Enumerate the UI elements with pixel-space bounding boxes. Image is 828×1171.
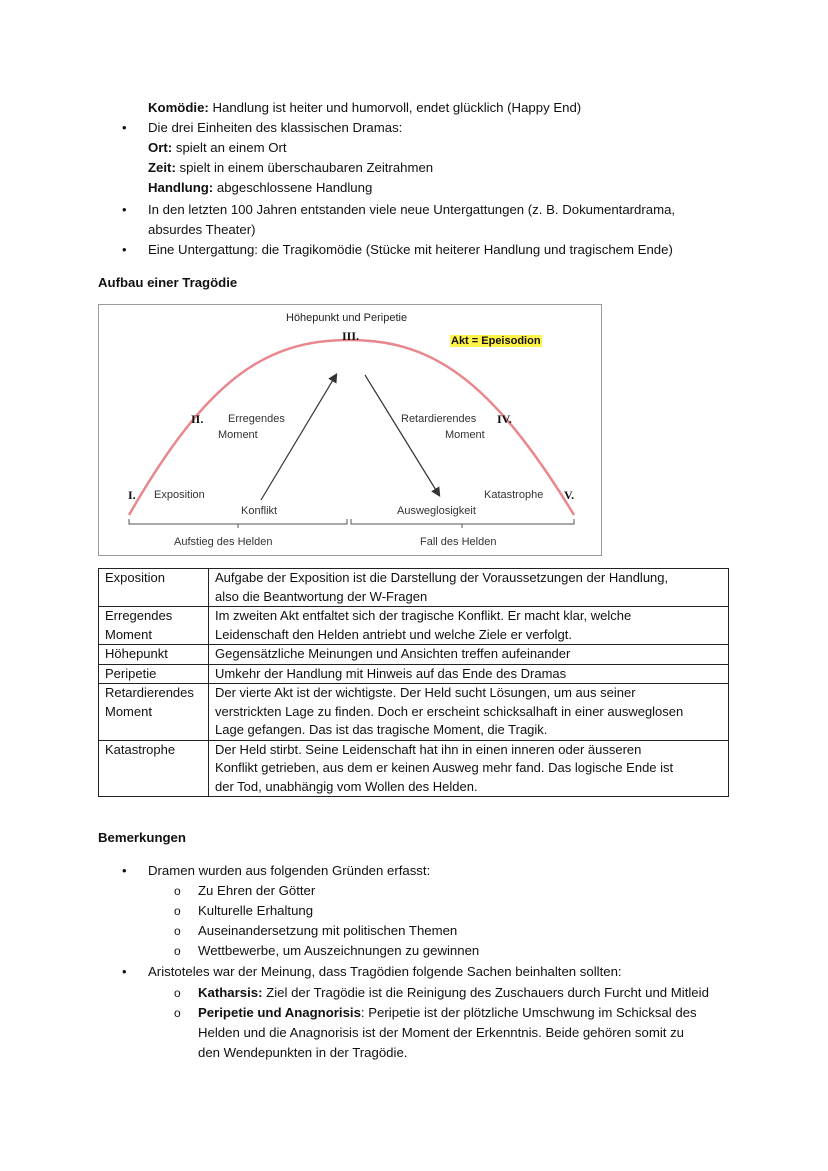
aufstieg-brace [129, 519, 347, 528]
katharsis-label: Katharsis: [198, 985, 263, 1000]
akt-highlight: Akt = Epeisodion [451, 335, 541, 347]
konflikt-label: Konflikt [241, 505, 278, 517]
moment-label-1: Moment [218, 429, 258, 441]
peripetie-line-1 [198, 1003, 697, 1023]
bullet-icon: • [122, 964, 127, 979]
definition-line: Aufgabe der Exposition ist die Darstellung der Voraussetzungen der Handlung, [215, 570, 669, 585]
table-definition [209, 684, 729, 741]
roman-5: V. [564, 488, 575, 502]
reason-item: Auseinandersetzung mit politischen Themen [198, 923, 458, 938]
reason-item: Kulturelle Erhaltung [198, 903, 314, 918]
definitions-table [98, 568, 729, 797]
table-term: Erregendes Moment [99, 607, 209, 645]
aufbau-heading: Aufbau einer Tragödie [98, 275, 238, 290]
table-definition [209, 645, 729, 665]
circle-bullet-icon: o [174, 884, 181, 898]
definition-line: Leidenschaft den Helden antriebt und welche Ziele er verfolgt. [215, 626, 572, 642]
peripetie-label: Peripetie und Anagnorisis [198, 1005, 361, 1020]
table-term: Exposition [99, 569, 209, 607]
table-definition [209, 740, 729, 797]
bullet-icon: • [122, 242, 127, 257]
table-definition [209, 569, 729, 607]
roman-4: IV. [497, 412, 512, 426]
table-term: Höhepunkt [99, 645, 209, 665]
roman-3: III. [342, 329, 360, 343]
definition-line: Der Held stirbt. Seine Leidenschaft hat ihn in einen inneren oder äusseren [215, 741, 642, 757]
einheiten-line: Die drei Einheiten des klassischen Dramas: [148, 120, 403, 135]
fall-brace [351, 519, 574, 528]
zeit-line [148, 158, 433, 178]
zeit-text: spielt in einem überschaubaren Zeitrahmen [175, 160, 434, 175]
komodie-line [148, 98, 581, 118]
definition-line: Konflikt getrieben, aus dem er keinen Ausweg mehr fand. Das logische Ende ist [215, 760, 674, 775]
untergattungen-line-2: absurdes Theater) [148, 222, 256, 237]
definition-line: verstrickten Lage zu finden. Doch er erscheint schicksalhaft in einer ausweglosen [215, 703, 684, 719]
ausweglosigkeit-label: Ausweglosigkeit [397, 505, 476, 517]
handlung-text: abgeschlossene Handlung [213, 180, 373, 195]
handlung-line [148, 178, 372, 198]
definition-line: Gegensätzliche Meinungen und Ansichten treffen aufeinander [215, 646, 571, 661]
retardierendes-label: Retardierendes [401, 413, 477, 425]
roman-2: II. [191, 412, 204, 426]
bemerkungen-heading: Bemerkungen [98, 830, 186, 845]
definition-line: Der vierte Akt ist der wichtigste. Der Held sucht Lösungen, um aus seiner [215, 685, 636, 700]
definition-line: Umkehr der Handlung mit Hinweis auf das Ende des Dramas [215, 665, 567, 681]
exposition-label: Exposition [154, 489, 205, 501]
untergattungen-line-1: In den letzten 100 Jahren entstanden viele neue Untergattungen (z. B. Dokumentardrama, [148, 202, 676, 217]
ort-text: spielt an einem Ort [172, 140, 287, 155]
aufstieg-label: Aufstieg des Helden [174, 536, 273, 548]
aristoteles-line: Aristoteles war der Meinung, dass Tragödien folgende Sachen beinhalten sollten: [148, 964, 622, 979]
ort-line [148, 138, 287, 158]
definition-line: Lage gefangen. Das ist das tragische Moment, die Tragik. [215, 722, 548, 737]
peripetie-line-3: den Wendepunkten in der Tragödie. [198, 1045, 408, 1060]
table-term: Katastrophe [99, 740, 209, 797]
dramen-line: Dramen wurden aus folgenden Gründen erfasst: [148, 863, 431, 878]
diagram-top-label: Höhepunkt und Peripetie [286, 312, 408, 324]
katharsis-line [198, 983, 709, 1003]
table-row [99, 607, 729, 645]
tragedy-structure-diagram [98, 304, 602, 556]
table-definition [209, 607, 729, 645]
table-row [99, 684, 729, 741]
erregendes-label: Erregendes [228, 413, 285, 425]
definition-line: also die Beantwortung der W-Fragen [215, 588, 428, 604]
table-row [99, 645, 729, 665]
circle-bullet-icon: o [174, 1006, 181, 1020]
table-definition [209, 664, 729, 684]
table-term: Peripetie [99, 664, 209, 684]
komodie-label: Komödie: [148, 100, 209, 115]
katastrophe-label: Katastrophe [484, 489, 544, 501]
definition-line: der Tod, unabhängig vom Wollen des Helden. [215, 778, 478, 794]
konflikt-arrow [261, 375, 336, 500]
table-term: Retardierendes Moment [99, 684, 209, 741]
handlung-label: Handlung: [148, 180, 214, 195]
zeit-label: Zeit: [148, 160, 176, 175]
moment-label-2: Moment [445, 429, 485, 441]
ausweglosigkeit-arrow [365, 375, 439, 495]
reason-item: Wettbewerbe, um Auszeichnungen zu gewinnen [198, 943, 480, 958]
bullet-icon: • [122, 120, 127, 135]
table-row [99, 740, 729, 797]
definition-line: Im zweiten Akt entfaltet sich der tragische Konflikt. Er macht klar, welche [215, 608, 632, 623]
table-row [99, 569, 729, 607]
bullet-icon: • [122, 202, 127, 217]
peripetie-text-1: : Peripetie ist der plötzliche Umschwung im Schicksal des [360, 1005, 697, 1020]
tragikomodie-line: Eine Untergattung: die Tragikomödie (Stücke mit heiterer Handlung und tragischem Ende) [148, 242, 673, 257]
komodie-text: Handlung ist heiter und humorvoll, endet glücklich (Happy End) [208, 100, 582, 115]
reason-item: Zu Ehren der Götter [198, 883, 316, 898]
bullet-icon: • [122, 863, 127, 878]
circle-bullet-icon: o [174, 986, 181, 1000]
peripetie-line-2: Helden und die Anagnorisis ist der Moment der Erkenntnis. Beide gehören somit zu [198, 1025, 685, 1040]
table-row [99, 664, 729, 684]
roman-1: I. [128, 488, 136, 502]
circle-bullet-icon: o [174, 944, 181, 958]
fall-label: Fall des Helden [420, 536, 497, 548]
ort-label: Ort: [148, 140, 173, 155]
circle-bullet-icon: o [174, 904, 181, 918]
circle-bullet-icon: o [174, 924, 181, 938]
katharsis-text: Ziel der Tragödie ist die Reinigung des Zuschauers durch Furcht und Mitleid [262, 985, 709, 1000]
